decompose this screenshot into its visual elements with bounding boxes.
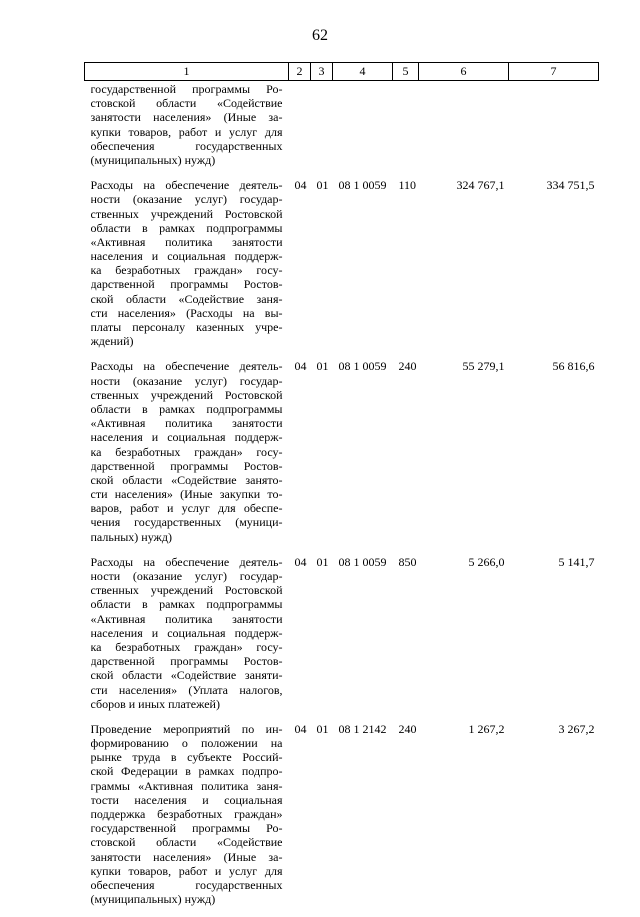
description-line: «Активная политика занятости <box>91 612 283 626</box>
row-description <box>85 722 289 917</box>
description-line: ности (оказание услуг) государ- <box>91 374 283 388</box>
amount-year-1: 5 266,0 <box>419 555 509 722</box>
description-line: «Активная политика занятости <box>91 416 283 430</box>
description-line: граммы «Активная политика заня- <box>91 779 283 793</box>
description-line: дарственной программы Ростов- <box>91 459 283 473</box>
subsection-code: 01 <box>311 555 333 722</box>
description-line: ка безработных граждан» госу- <box>91 263 283 277</box>
column-header-5: 5 <box>393 63 419 81</box>
amount-year-2 <box>509 81 599 179</box>
column-header-6: 6 <box>419 63 509 81</box>
description-line: стовской области «Содействие <box>91 835 283 849</box>
row-description <box>85 81 289 179</box>
description-line: дарственной программы Ростов- <box>91 277 283 291</box>
description-line: сти населения» (Уплата налогов, <box>91 683 283 697</box>
table-body <box>85 81 599 917</box>
description-line: Расходы на обеспечение деятель- <box>91 555 283 569</box>
description-line: населения и социальная поддерж- <box>91 249 283 263</box>
description-line: варов, работ и услуг для обеспе- <box>91 501 283 515</box>
description-line: чения государственных (муници- <box>91 515 283 529</box>
expense-type-code <box>393 81 419 179</box>
description-line: ской Федерации в рамках подпро- <box>91 764 283 778</box>
description-line: (муниципальных) нужд) <box>91 153 283 167</box>
amount-year-2: 3 267,2 <box>509 722 599 917</box>
amount-year-1: 55 279,1 <box>419 359 509 554</box>
description-line: ности (оказание услуг) государ- <box>91 569 283 583</box>
description-line: ка безработных граждан» госу- <box>91 445 283 459</box>
description-line: населения и социальная поддерж- <box>91 626 283 640</box>
amount-year-1: 1 267,2 <box>419 722 509 917</box>
subsection-code: 01 <box>311 722 333 917</box>
column-header-1: 1 <box>85 63 289 81</box>
description-line: «Активная политика занятости <box>91 235 283 249</box>
description-line: занятости населения» (Иные за- <box>91 110 283 124</box>
table-row <box>85 81 599 179</box>
amount-year-1: 324 767,1 <box>419 178 509 359</box>
row-description <box>85 555 289 722</box>
description-line: пальных) нужд) <box>91 530 283 544</box>
description-line: дарственной программы Ростов- <box>91 654 283 668</box>
description-line: сборов и иных платежей) <box>91 697 283 711</box>
description-line: занятости населения» (Иные за- <box>91 850 283 864</box>
description-line: обеспечения государственных <box>91 878 283 892</box>
description-line: области в рамках подпрограммы <box>91 597 283 611</box>
amount-year-2: 334 751,5 <box>509 178 599 359</box>
description-line: купки товаров, работ и услуг для <box>91 864 283 878</box>
amount-year-1 <box>419 81 509 179</box>
page-number: 62 <box>0 26 640 46</box>
description-line: рынке труда в субъекте Россий- <box>91 750 283 764</box>
target-article-code: 08 1 0059 <box>333 555 393 722</box>
description-line: ственных учреждений Ростовской <box>91 388 283 402</box>
section-code: 04 <box>289 555 311 722</box>
description-line: сти населения» (Иные закупки то- <box>91 487 283 501</box>
description-line: ской области «Содействие заняти- <box>91 668 283 682</box>
column-header-2: 2 <box>289 63 311 81</box>
description-line: Расходы на обеспечение деятель- <box>91 178 283 192</box>
amount-year-2: 5 141,7 <box>509 555 599 722</box>
description-line: государственной программы Ро- <box>91 821 283 835</box>
column-header-7: 7 <box>509 63 599 81</box>
description-line: купки товаров, работ и услуг для <box>91 125 283 139</box>
table-row <box>85 359 599 554</box>
target-article-code: 08 1 0059 <box>333 178 393 359</box>
table-row <box>85 178 599 359</box>
row-description <box>85 178 289 359</box>
target-article-code: 08 1 0059 <box>333 359 393 554</box>
expense-type-code: 850 <box>393 555 419 722</box>
description-line: ственных учреждений Ростовской <box>91 207 283 221</box>
description-line: обеспечения государственных <box>91 139 283 153</box>
description-line: ской области «Содействие заня- <box>91 292 283 306</box>
subsection-code: 01 <box>311 178 333 359</box>
description-line: сти населения» (Расходы на вы- <box>91 306 283 320</box>
description-line: платы персоналу казенных учре- <box>91 320 283 334</box>
column-header-4: 4 <box>333 63 393 81</box>
subsection-code <box>311 81 333 179</box>
budget-table <box>84 62 599 917</box>
description-line: области в рамках подпрограммы <box>91 402 283 416</box>
amount-year-2: 56 816,6 <box>509 359 599 554</box>
section-code: 04 <box>289 178 311 359</box>
subsection-code: 01 <box>311 359 333 554</box>
description-line: (муниципальных) нужд) <box>91 892 283 906</box>
description-line: поддержка безработных граждан» <box>91 807 283 821</box>
table-row <box>85 722 599 917</box>
description-line: формированию о положении на <box>91 736 283 750</box>
description-line: тости населения и социальная <box>91 793 283 807</box>
section-code <box>289 81 311 179</box>
description-line: населения и социальная поддерж- <box>91 430 283 444</box>
section-code: 04 <box>289 359 311 554</box>
description-line: Расходы на обеспечение деятель- <box>91 359 283 373</box>
description-line: ка безработных граждан» госу- <box>91 640 283 654</box>
description-line: ственных учреждений Ростовской <box>91 583 283 597</box>
description-line: государственной программы Ро- <box>91 82 283 96</box>
description-line: ности (оказание услуг) государ- <box>91 192 283 206</box>
column-header-3: 3 <box>311 63 333 81</box>
target-article-code <box>333 81 393 179</box>
target-article-code: 08 1 2142 <box>333 722 393 917</box>
row-description <box>85 359 289 554</box>
expense-type-code: 110 <box>393 178 419 359</box>
table-row <box>85 555 599 722</box>
description-line: ждений) <box>91 334 283 348</box>
expense-type-code: 240 <box>393 722 419 917</box>
description-line: стовской области «Содействие <box>91 96 283 110</box>
table-header-row <box>85 63 599 81</box>
description-line: Проведение мероприятий по ин- <box>91 722 283 736</box>
expense-type-code: 240 <box>393 359 419 554</box>
description-line: области в рамках подпрограммы <box>91 221 283 235</box>
description-line: ской области «Содействие занято- <box>91 473 283 487</box>
section-code: 04 <box>289 722 311 917</box>
